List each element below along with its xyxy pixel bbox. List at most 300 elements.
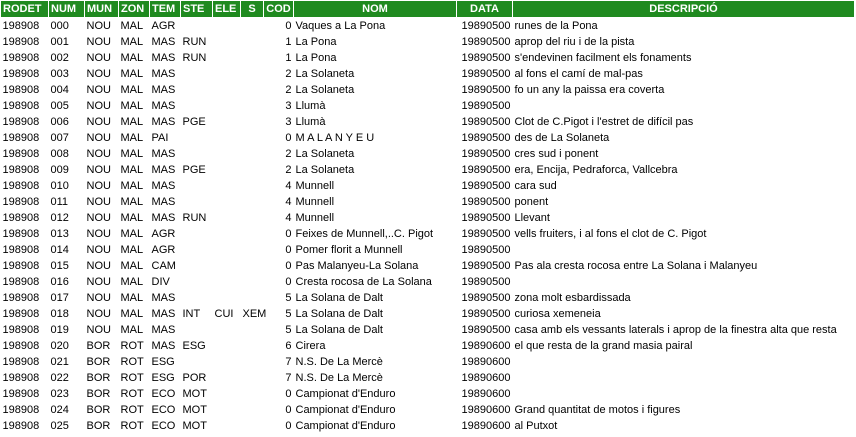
cell-rodet[interactable]: 198908 bbox=[2, 228, 40, 240]
cell-s[interactable] bbox=[241, 242, 264, 258]
table-row[interactable] bbox=[1, 98, 855, 114]
cell-cod[interactable]: 0 bbox=[285, 420, 292, 432]
cell-rodet[interactable]: 198908 bbox=[2, 388, 40, 400]
cell-tem[interactable]: ESG bbox=[151, 372, 175, 384]
cell-ele[interactable] bbox=[213, 322, 241, 338]
cell-tem[interactable]: ECO bbox=[151, 420, 176, 432]
cell-nom[interactable]: La Pona bbox=[295, 36, 337, 48]
cell-cod[interactable]: 5 bbox=[285, 292, 292, 304]
cell-num[interactable]: 009 bbox=[50, 164, 69, 176]
cell-data[interactable]: 19890500 bbox=[461, 68, 511, 80]
cell-s[interactable] bbox=[241, 226, 264, 242]
cell-tem[interactable]: MAS bbox=[151, 116, 176, 128]
cell-zon[interactable]: MAL bbox=[120, 228, 144, 240]
cell-ste[interactable] bbox=[181, 354, 213, 370]
column-header-descripcio[interactable]: DESCRIPCIÓ bbox=[513, 1, 855, 18]
cell-ele[interactable] bbox=[213, 418, 241, 434]
cell-tem[interactable]: MAS bbox=[151, 324, 176, 336]
cell-tem[interactable]: MAS bbox=[151, 36, 176, 48]
cell-tem[interactable]: MAS bbox=[151, 164, 176, 176]
cell-cod[interactable]: 3 bbox=[285, 116, 292, 128]
cell-num[interactable]: 004 bbox=[50, 84, 69, 96]
cell-mun[interactable]: NOU bbox=[86, 132, 111, 144]
table-row[interactable] bbox=[1, 34, 855, 50]
cell-mun[interactable]: NOU bbox=[86, 100, 111, 112]
column-header-tem[interactable]: TEM bbox=[150, 1, 181, 18]
cell-s[interactable] bbox=[241, 146, 264, 162]
cell-rodet[interactable]: 198908 bbox=[2, 196, 40, 208]
cell-ste[interactable]: POR bbox=[182, 372, 207, 384]
cell-data[interactable]: 19890500 bbox=[461, 148, 511, 160]
cell-s[interactable] bbox=[241, 50, 264, 66]
cell-tem[interactable]: MAS bbox=[151, 68, 176, 80]
cell-mun[interactable]: NOU bbox=[86, 52, 111, 64]
cell-nom[interactable]: La Solaneta bbox=[295, 148, 355, 160]
cell-cod[interactable]: 0 bbox=[285, 276, 292, 288]
cell-mun[interactable]: BOR bbox=[86, 420, 111, 432]
cell-ele[interactable] bbox=[213, 210, 241, 226]
cell-ste[interactable] bbox=[181, 242, 213, 258]
cell-ele[interactable] bbox=[213, 18, 241, 35]
cell-data[interactable]: 19890500 bbox=[461, 260, 511, 272]
cell-ele[interactable] bbox=[213, 146, 241, 162]
cell-s[interactable] bbox=[241, 34, 264, 50]
cell-cod[interactable]: 0 bbox=[285, 260, 292, 272]
cell-num[interactable]: 017 bbox=[50, 292, 69, 304]
cell-ste[interactable]: INT bbox=[182, 308, 201, 320]
cell-descripcio[interactable]: Llevant bbox=[514, 212, 550, 224]
cell-tem[interactable]: MAS bbox=[151, 196, 176, 208]
cell-descripcio[interactable] bbox=[513, 354, 855, 370]
table-row[interactable] bbox=[1, 354, 855, 370]
column-header-cod[interactable]: COD bbox=[264, 1, 294, 18]
cell-nom[interactable]: La Solana de Dalt bbox=[295, 324, 383, 336]
cell-num[interactable]: 007 bbox=[50, 132, 69, 144]
cell-ele[interactable] bbox=[213, 178, 241, 194]
cell-rodet[interactable]: 198908 bbox=[2, 276, 40, 288]
column-header-rodet[interactable]: RODET bbox=[1, 1, 49, 18]
cell-nom[interactable]: Vaques a La Pona bbox=[295, 20, 386, 32]
cell-ste[interactable] bbox=[181, 274, 213, 290]
cell-cod[interactable]: 7 bbox=[285, 356, 292, 368]
cell-tem[interactable]: AGR bbox=[151, 244, 176, 256]
cell-s[interactable] bbox=[241, 162, 264, 178]
cell-mun[interactable]: NOU bbox=[86, 228, 111, 240]
cell-num[interactable]: 016 bbox=[50, 276, 69, 288]
cell-tem[interactable]: MAS bbox=[151, 84, 176, 96]
cell-rodet[interactable]: 198908 bbox=[2, 132, 40, 144]
cell-ste[interactable] bbox=[181, 226, 213, 242]
cell-mun[interactable]: NOU bbox=[86, 292, 111, 304]
cell-data[interactable]: 19890500 bbox=[461, 180, 511, 192]
column-header-mun[interactable]: MUN bbox=[85, 1, 119, 18]
cell-mun[interactable]: BOR bbox=[86, 356, 111, 368]
cell-descripcio[interactable]: al Putxot bbox=[514, 420, 558, 432]
cell-descripcio[interactable]: cres sud i ponent bbox=[514, 148, 599, 160]
cell-rodet[interactable]: 198908 bbox=[2, 404, 40, 416]
cell-tem[interactable]: MAS bbox=[151, 100, 176, 112]
cell-tem[interactable]: PAI bbox=[151, 132, 169, 144]
table-row[interactable] bbox=[1, 18, 855, 35]
cell-descripcio[interactable]: aprop del riu i de la pista bbox=[514, 36, 635, 48]
cell-s[interactable] bbox=[241, 386, 264, 402]
cell-num[interactable]: 011 bbox=[50, 196, 69, 208]
cell-data[interactable]: 19890600 bbox=[461, 372, 511, 384]
cell-zon[interactable]: ROT bbox=[120, 420, 144, 432]
cell-tem[interactable]: ESG bbox=[151, 356, 175, 368]
column-header-num[interactable]: NUM bbox=[49, 1, 85, 18]
cell-descripcio[interactable] bbox=[513, 274, 855, 290]
cell-s[interactable] bbox=[241, 354, 264, 370]
table-row[interactable] bbox=[1, 322, 855, 338]
cell-ele[interactable] bbox=[213, 130, 241, 146]
cell-descripcio[interactable]: zona molt esbardissada bbox=[514, 292, 631, 304]
cell-tem[interactable]: MAS bbox=[151, 180, 176, 192]
cell-ste[interactable]: MOT bbox=[182, 404, 207, 416]
column-header-ele[interactable]: ELE bbox=[213, 1, 241, 18]
cell-s[interactable] bbox=[241, 130, 264, 146]
table-row[interactable] bbox=[1, 306, 855, 322]
cell-data[interactable]: 19890600 bbox=[461, 340, 511, 352]
cell-zon[interactable]: MAL bbox=[120, 244, 144, 256]
cell-ele[interactable] bbox=[213, 66, 241, 82]
cell-mun[interactable]: NOU bbox=[86, 20, 111, 32]
cell-nom[interactable]: La Pona bbox=[295, 52, 337, 64]
cell-descripcio[interactable]: cara sud bbox=[514, 180, 557, 192]
cell-num[interactable]: 008 bbox=[50, 148, 69, 160]
cell-zon[interactable]: ROT bbox=[120, 404, 144, 416]
cell-zon[interactable]: ROT bbox=[120, 388, 144, 400]
cell-ste[interactable]: RUN bbox=[182, 52, 207, 64]
cell-nom[interactable]: Pomer florit a Munnell bbox=[295, 244, 403, 256]
table-row[interactable] bbox=[1, 178, 855, 194]
cell-data[interactable]: 19890600 bbox=[461, 356, 511, 368]
cell-cod[interactable]: 3 bbox=[285, 100, 292, 112]
cell-descripcio[interactable]: fo un any la paissa era coverta bbox=[514, 84, 665, 96]
cell-s[interactable] bbox=[241, 18, 264, 35]
cell-num[interactable]: 020 bbox=[50, 340, 69, 352]
cell-descripcio[interactable]: el que resta de la grand masia pairal bbox=[514, 340, 693, 352]
cell-rodet[interactable]: 198908 bbox=[2, 420, 40, 432]
cell-mun[interactable]: NOU bbox=[86, 180, 111, 192]
cell-num[interactable]: 019 bbox=[50, 324, 69, 336]
cell-mun[interactable]: NOU bbox=[86, 84, 111, 96]
cell-zon[interactable]: MAL bbox=[120, 36, 144, 48]
table-row[interactable] bbox=[1, 274, 855, 290]
cell-tem[interactable]: MAS bbox=[151, 148, 176, 160]
cell-nom[interactable]: La Solaneta bbox=[295, 68, 355, 80]
cell-zon[interactable]: MAL bbox=[120, 212, 144, 224]
cell-data[interactable]: 19890500 bbox=[461, 308, 511, 320]
cell-cod[interactable]: 4 bbox=[285, 196, 292, 208]
cell-mun[interactable]: NOU bbox=[86, 212, 111, 224]
cell-data[interactable]: 19890500 bbox=[461, 276, 511, 288]
cell-descripcio[interactable]: Clot de C.Pigot i l'estret de difícil pas bbox=[514, 116, 694, 128]
cell-data[interactable]: 19890500 bbox=[461, 292, 511, 304]
cell-s[interactable] bbox=[241, 66, 264, 82]
cell-ste[interactable]: PGE bbox=[182, 164, 206, 176]
cell-ele[interactable] bbox=[213, 402, 241, 418]
cell-nom[interactable]: Munnell bbox=[295, 196, 335, 208]
cell-num[interactable]: 024 bbox=[50, 404, 69, 416]
cell-nom[interactable]: Llumà bbox=[295, 116, 326, 128]
cell-data[interactable]: 19890500 bbox=[461, 52, 511, 64]
table-row[interactable] bbox=[1, 146, 855, 162]
table-row[interactable] bbox=[1, 162, 855, 178]
cell-descripcio[interactable]: al fons el camí de mal-pas bbox=[514, 68, 643, 80]
cell-s[interactable] bbox=[241, 418, 264, 434]
cell-ele[interactable] bbox=[213, 370, 241, 386]
cell-data[interactable]: 19890500 bbox=[461, 84, 511, 96]
cell-cod[interactable]: 0 bbox=[285, 388, 292, 400]
table-row[interactable] bbox=[1, 242, 855, 258]
cell-s[interactable] bbox=[241, 338, 264, 354]
cell-nom[interactable]: Cresta rocosa de La Solana bbox=[295, 276, 432, 288]
cell-cod[interactable]: 2 bbox=[285, 68, 292, 80]
cell-rodet[interactable]: 198908 bbox=[2, 180, 40, 192]
cell-data[interactable]: 19890600 bbox=[461, 388, 511, 400]
cell-rodet[interactable]: 198908 bbox=[2, 20, 40, 32]
cell-nom[interactable]: N.S. De La Mercè bbox=[295, 372, 383, 384]
cell-nom[interactable]: La Solaneta bbox=[295, 84, 355, 96]
cell-ste[interactable] bbox=[181, 290, 213, 306]
cell-data[interactable]: 19890500 bbox=[461, 36, 511, 48]
cell-rodet[interactable]: 198908 bbox=[2, 244, 40, 256]
cell-zon[interactable]: MAL bbox=[120, 52, 144, 64]
cell-ste[interactable]: ESG bbox=[182, 340, 206, 352]
cell-descripcio[interactable] bbox=[513, 98, 855, 114]
cell-ste[interactable]: RUN bbox=[182, 36, 207, 48]
cell-ste[interactable] bbox=[181, 194, 213, 210]
cell-rodet[interactable]: 198908 bbox=[2, 36, 40, 48]
cell-mun[interactable]: BOR bbox=[86, 372, 111, 384]
cell-tem[interactable]: MAS bbox=[151, 212, 176, 224]
cell-descripcio[interactable]: Pas ala cresta rocosa entre La Solana i Malanyeu bbox=[514, 260, 758, 272]
cell-descripcio[interactable] bbox=[513, 386, 855, 402]
cell-tem[interactable]: DIV bbox=[151, 276, 170, 288]
cell-s[interactable] bbox=[241, 402, 264, 418]
cell-ele[interactable] bbox=[213, 194, 241, 210]
cell-zon[interactable]: MAL bbox=[120, 260, 144, 272]
cell-num[interactable]: 000 bbox=[50, 20, 69, 32]
cell-cod[interactable]: 0 bbox=[285, 244, 292, 256]
cell-rodet[interactable]: 198908 bbox=[2, 148, 40, 160]
cell-data[interactable]: 19890500 bbox=[461, 324, 511, 336]
cell-s[interactable] bbox=[241, 114, 264, 130]
cell-num[interactable]: 013 bbox=[50, 228, 69, 240]
cell-ste[interactable] bbox=[181, 98, 213, 114]
cell-rodet[interactable]: 198908 bbox=[2, 340, 40, 352]
cell-nom[interactable]: M A L A N Y E U bbox=[295, 132, 375, 144]
cell-ste[interactable] bbox=[181, 258, 213, 274]
table-row[interactable] bbox=[1, 114, 855, 130]
cell-data[interactable]: 19890500 bbox=[461, 196, 511, 208]
cell-rodet[interactable]: 198908 bbox=[2, 372, 40, 384]
cell-zon[interactable]: ROT bbox=[120, 340, 144, 352]
cell-tem[interactable]: MAS bbox=[151, 340, 176, 352]
cell-s[interactable] bbox=[241, 274, 264, 290]
cell-zon[interactable]: MAL bbox=[120, 148, 144, 160]
cell-cod[interactable]: 0 bbox=[285, 20, 292, 32]
cell-data[interactable]: 19890500 bbox=[461, 244, 511, 256]
cell-zon[interactable]: ROT bbox=[120, 356, 144, 368]
cell-data[interactable]: 19890600 bbox=[461, 404, 511, 416]
cell-s[interactable] bbox=[241, 194, 264, 210]
cell-ste[interactable] bbox=[181, 322, 213, 338]
cell-num[interactable]: 003 bbox=[50, 68, 69, 80]
cell-tem[interactable]: ECO bbox=[151, 404, 176, 416]
cell-ste[interactable] bbox=[181, 18, 213, 35]
cell-cod[interactable]: 1 bbox=[285, 52, 292, 64]
cell-mun[interactable]: NOU bbox=[86, 196, 111, 208]
cell-rodet[interactable]: 198908 bbox=[2, 324, 40, 336]
cell-descripcio[interactable]: ponent bbox=[514, 196, 549, 208]
cell-nom[interactable]: N.S. De La Mercè bbox=[295, 356, 383, 368]
cell-data[interactable]: 19890500 bbox=[461, 132, 511, 144]
cell-mun[interactable]: BOR bbox=[86, 340, 111, 352]
cell-data[interactable]: 19890600 bbox=[461, 420, 511, 432]
cell-mun[interactable]: NOU bbox=[86, 308, 111, 320]
column-header-s[interactable]: S bbox=[241, 1, 264, 18]
cell-rodet[interactable]: 198908 bbox=[2, 260, 40, 272]
column-header-ste[interactable]: STE bbox=[181, 1, 213, 18]
cell-ste[interactable] bbox=[181, 82, 213, 98]
cell-cod[interactable]: 0 bbox=[285, 404, 292, 416]
table-row[interactable] bbox=[1, 66, 855, 82]
cell-cod[interactable]: 2 bbox=[285, 148, 292, 160]
cell-mun[interactable]: NOU bbox=[86, 244, 111, 256]
cell-num[interactable]: 006 bbox=[50, 116, 69, 128]
cell-cod[interactable]: 5 bbox=[285, 308, 292, 320]
cell-nom[interactable]: La Solana de Dalt bbox=[295, 308, 383, 320]
cell-s[interactable] bbox=[241, 370, 264, 386]
cell-mun[interactable]: NOU bbox=[86, 276, 111, 288]
cell-mun[interactable]: NOU bbox=[86, 148, 111, 160]
cell-data[interactable]: 19890500 bbox=[461, 100, 511, 112]
table-row[interactable] bbox=[1, 290, 855, 306]
cell-ele[interactable] bbox=[213, 114, 241, 130]
cell-tem[interactable]: AGR bbox=[151, 20, 176, 32]
cell-data[interactable]: 19890500 bbox=[461, 116, 511, 128]
cell-nom[interactable]: Campionat d'Enduro bbox=[295, 420, 396, 432]
table-row[interactable] bbox=[1, 258, 855, 274]
cell-rodet[interactable]: 198908 bbox=[2, 292, 40, 304]
cell-s[interactable] bbox=[241, 258, 264, 274]
cell-descripcio[interactable]: casa amb els vessants laterals i aprop de la finestra alta que resta bbox=[514, 324, 837, 336]
cell-descripcio[interactable]: s'endevinen facilment els fonaments bbox=[514, 52, 692, 64]
cell-descripcio[interactable]: era, Encija, Pedraforca, Vallcebra bbox=[514, 164, 678, 176]
cell-num[interactable]: 022 bbox=[50, 372, 69, 384]
cell-tem[interactable]: MAS bbox=[151, 292, 176, 304]
cell-rodet[interactable]: 198908 bbox=[2, 164, 40, 176]
cell-cod[interactable]: 4 bbox=[285, 180, 292, 192]
cell-tem[interactable]: CAM bbox=[151, 260, 176, 272]
cell-ele[interactable] bbox=[213, 354, 241, 370]
cell-cod[interactable]: 6 bbox=[285, 340, 292, 352]
cell-ste[interactable]: PGE bbox=[182, 116, 206, 128]
cell-zon[interactable]: MAL bbox=[120, 132, 144, 144]
cell-descripcio[interactable]: des de La Solaneta bbox=[514, 132, 610, 144]
cell-cod[interactable]: 0 bbox=[285, 132, 292, 144]
cell-cod[interactable]: 0 bbox=[285, 228, 292, 240]
cell-rodet[interactable]: 198908 bbox=[2, 100, 40, 112]
cell-mun[interactable]: NOU bbox=[86, 164, 111, 176]
cell-num[interactable]: 018 bbox=[50, 308, 69, 320]
cell-nom[interactable]: Pas Malanyeu-La Solana bbox=[295, 260, 419, 272]
cell-tem[interactable]: MAS bbox=[151, 52, 176, 64]
cell-num[interactable]: 012 bbox=[50, 212, 69, 224]
cell-nom[interactable]: Campionat d'Enduro bbox=[295, 404, 396, 416]
cell-mun[interactable]: NOU bbox=[86, 260, 111, 272]
cell-descripcio[interactable]: vells fruiters, i al fons el clot de C. Pigot bbox=[514, 228, 707, 240]
cell-num[interactable]: 005 bbox=[50, 100, 69, 112]
table-row[interactable] bbox=[1, 338, 855, 354]
column-header-data[interactable]: DATA bbox=[457, 1, 513, 18]
cell-cod[interactable]: 4 bbox=[285, 212, 292, 224]
table-row[interactable] bbox=[1, 402, 855, 418]
cell-rodet[interactable]: 198908 bbox=[2, 52, 40, 64]
cell-num[interactable]: 010 bbox=[50, 180, 69, 192]
table-row[interactable] bbox=[1, 370, 855, 386]
cell-ele[interactable] bbox=[213, 338, 241, 354]
cell-ele[interactable]: CUI bbox=[214, 308, 234, 320]
cell-mun[interactable]: BOR bbox=[86, 388, 111, 400]
table-row[interactable] bbox=[1, 130, 855, 146]
cell-ele[interactable] bbox=[213, 226, 241, 242]
table-row[interactable] bbox=[1, 386, 855, 402]
cell-nom[interactable]: La Solaneta bbox=[295, 164, 355, 176]
cell-ele[interactable] bbox=[213, 162, 241, 178]
cell-descripcio[interactable]: curiosa xemeneia bbox=[514, 308, 601, 320]
cell-nom[interactable]: La Solana de Dalt bbox=[295, 292, 383, 304]
cell-ele[interactable] bbox=[213, 242, 241, 258]
cell-data[interactable]: 19890500 bbox=[461, 164, 511, 176]
cell-num[interactable]: 025 bbox=[50, 420, 69, 432]
cell-s[interactable]: XEM bbox=[242, 308, 267, 320]
cell-rodet[interactable]: 198908 bbox=[2, 356, 40, 368]
cell-cod[interactable]: 1 bbox=[285, 36, 292, 48]
table-row[interactable] bbox=[1, 418, 855, 434]
cell-zon[interactable]: MAL bbox=[120, 180, 144, 192]
cell-cod[interactable]: 5 bbox=[285, 324, 292, 336]
cell-ste[interactable] bbox=[181, 130, 213, 146]
cell-zon[interactable]: MAL bbox=[120, 164, 144, 176]
cell-nom[interactable]: Llumà bbox=[295, 100, 326, 112]
cell-descripcio[interactable] bbox=[513, 370, 855, 386]
cell-s[interactable] bbox=[241, 178, 264, 194]
cell-ste[interactable]: RUN bbox=[182, 212, 207, 224]
cell-ele[interactable] bbox=[213, 290, 241, 306]
cell-ele[interactable] bbox=[213, 98, 241, 114]
cell-ste[interactable] bbox=[181, 146, 213, 162]
cell-mun[interactable]: BOR bbox=[86, 404, 111, 416]
cell-zon[interactable]: MAL bbox=[120, 84, 144, 96]
cell-s[interactable] bbox=[241, 322, 264, 338]
cell-cod[interactable]: 7 bbox=[285, 372, 292, 384]
column-header-zon[interactable]: ZON bbox=[119, 1, 150, 18]
cell-num[interactable]: 021 bbox=[50, 356, 69, 368]
cell-ele[interactable] bbox=[213, 50, 241, 66]
cell-rodet[interactable]: 198908 bbox=[2, 68, 40, 80]
table-row[interactable] bbox=[1, 50, 855, 66]
cell-ste[interactable]: MOT bbox=[182, 420, 207, 432]
cell-zon[interactable]: MAL bbox=[120, 20, 144, 32]
cell-s[interactable] bbox=[241, 290, 264, 306]
cell-nom[interactable]: Cirera bbox=[295, 340, 326, 352]
cell-zon[interactable]: MAL bbox=[120, 68, 144, 80]
cell-zon[interactable]: MAL bbox=[120, 100, 144, 112]
cell-nom[interactable]: Campionat d'Enduro bbox=[295, 388, 396, 400]
